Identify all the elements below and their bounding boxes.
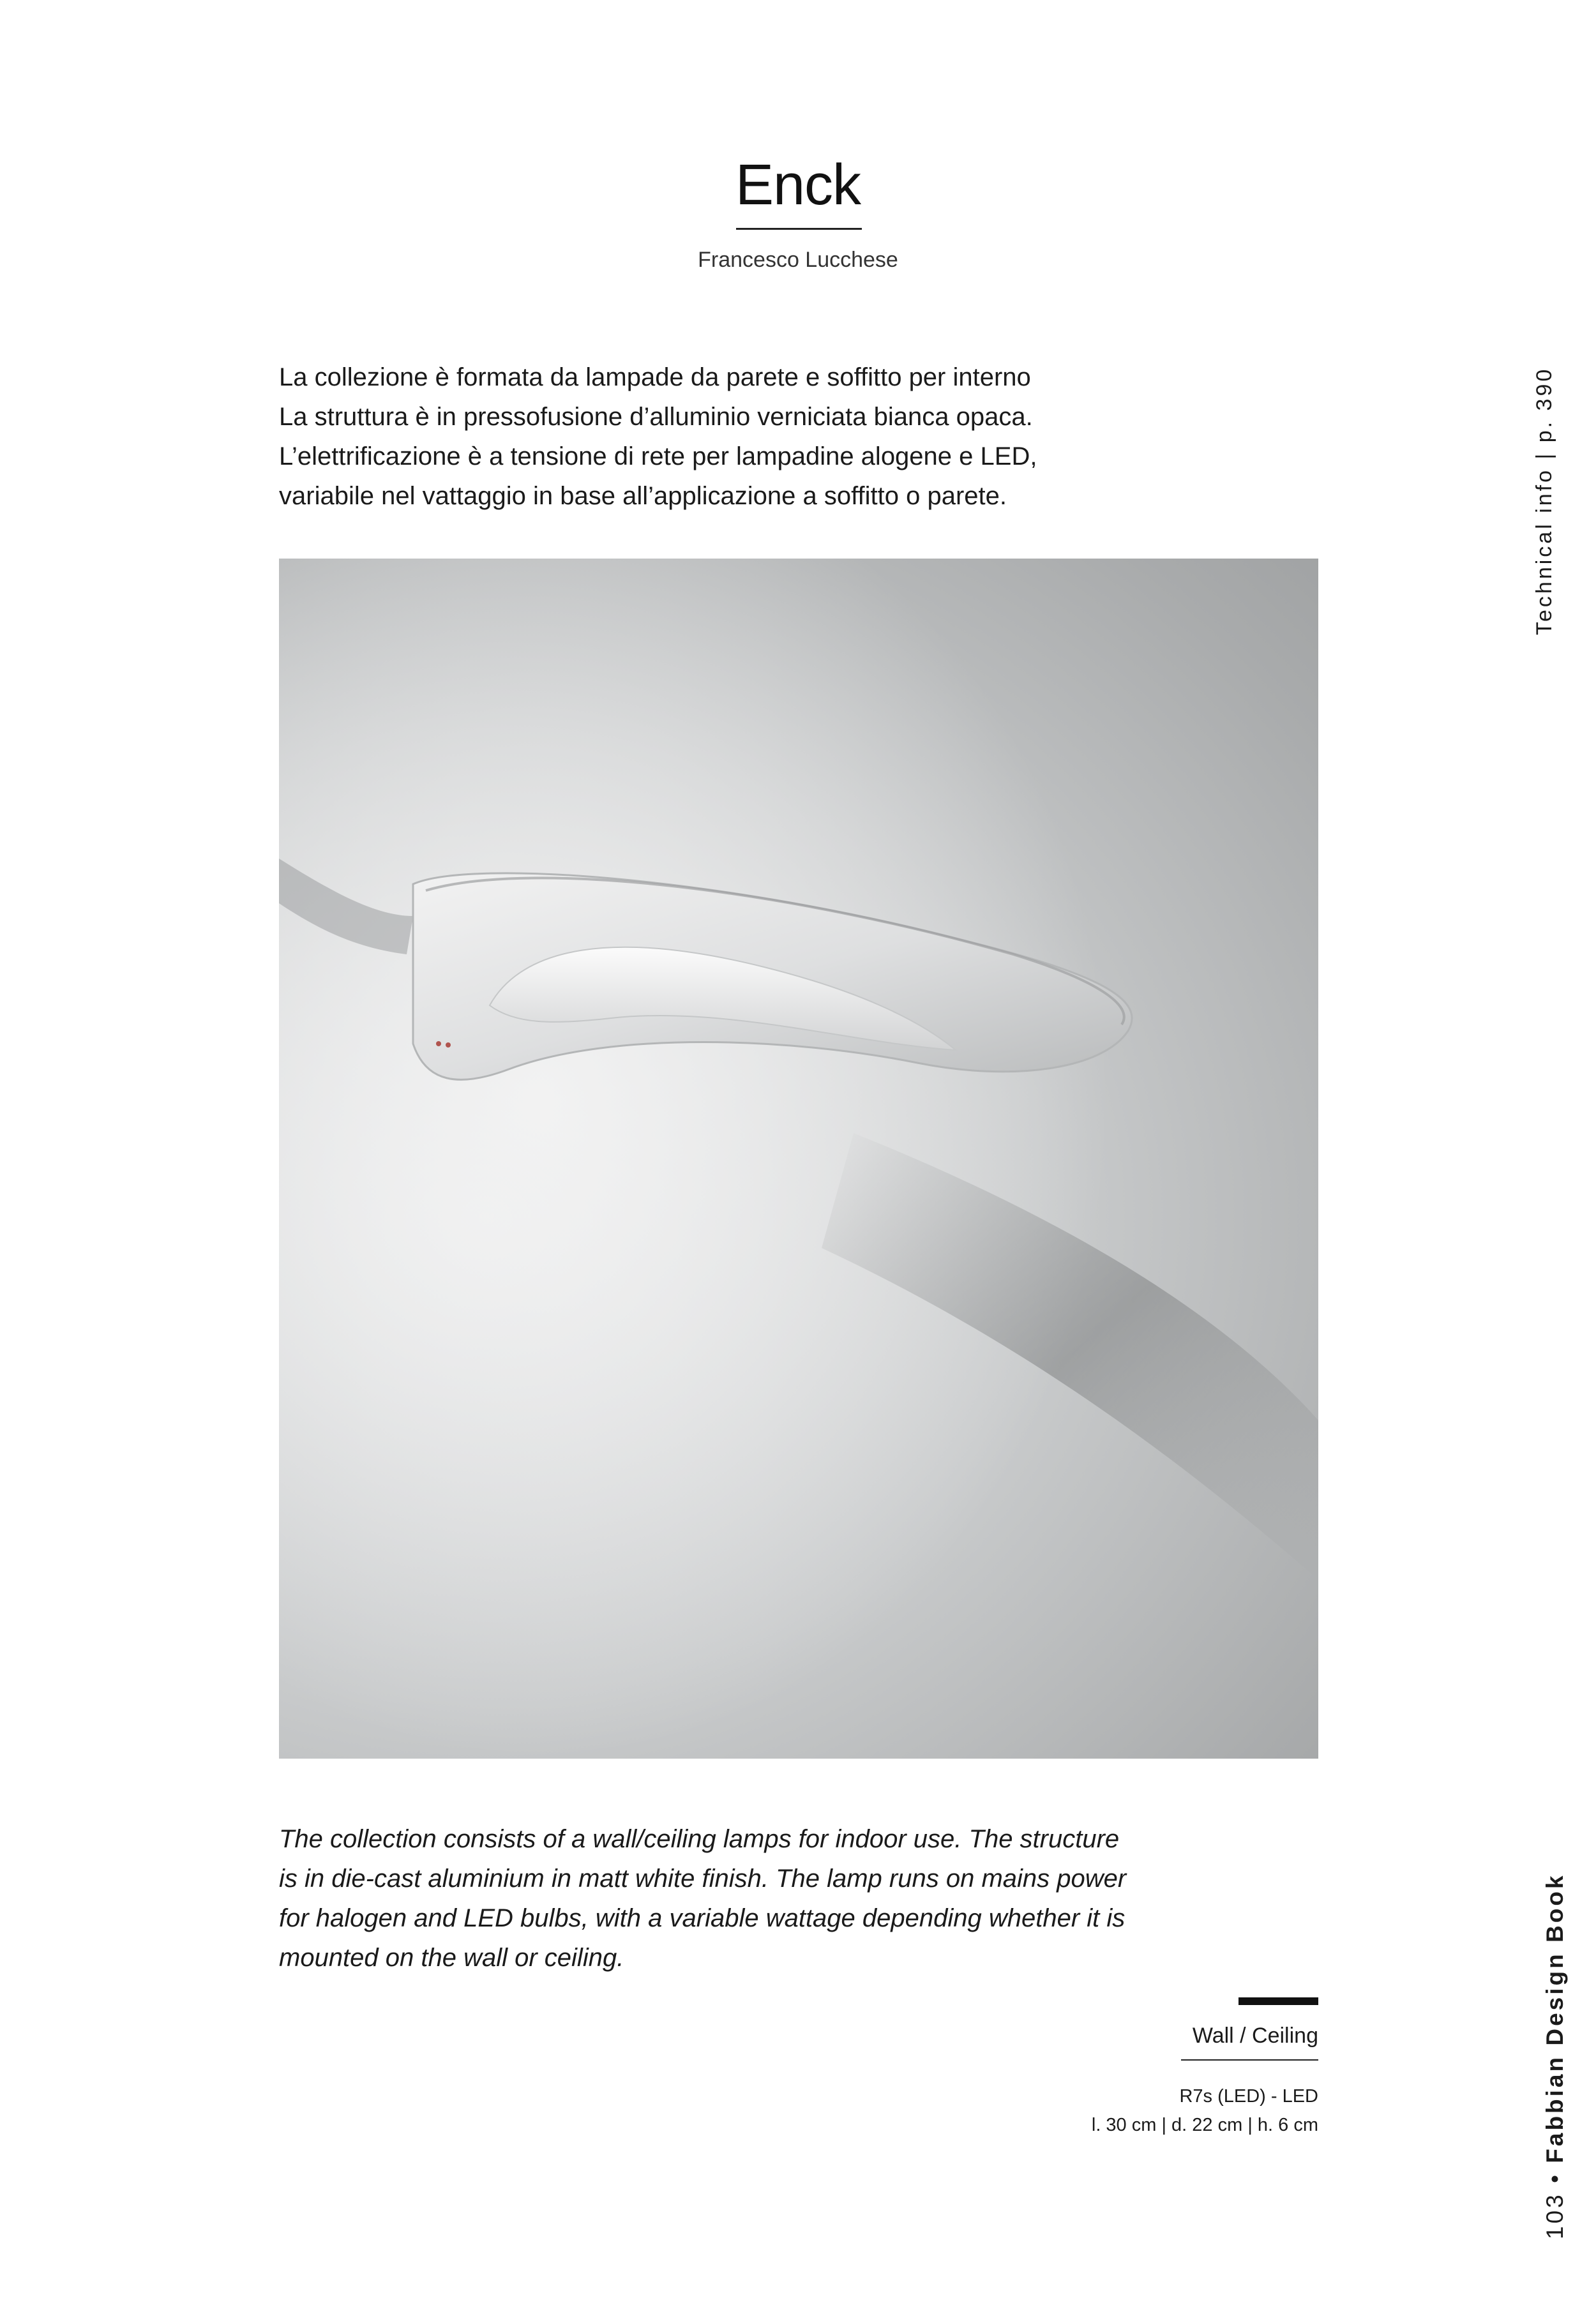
intro-line: L’elettrificazione è a tensione di rete per lampadine alogene e LED, (279, 442, 1037, 470)
intro-line: La struttura è in pressofusione d’alluminio verniciata bianca opaca. (279, 403, 1033, 431)
section-marker-bar (1238, 1997, 1318, 2005)
description-line: The collection consists of a wall/ceiling lamps for indoor use. The structure (279, 1825, 1120, 1853)
category-underline (1181, 2059, 1318, 2061)
technical-info-link[interactable]: Technical info | p. 390 (1532, 366, 1556, 635)
book-title: Fabbian Design Book (1542, 1873, 1568, 2163)
product-category: Wall / Ceiling (1192, 2024, 1318, 2048)
page-footer (1542, 1873, 1569, 2239)
intro-line: variabile nel vattaggio in base all’applicazione a soffitto o parete. (279, 482, 1007, 510)
page-title: Enck (735, 153, 861, 217)
page-number: 103 (1542, 2192, 1568, 2239)
description-line: is in die-cast aluminium in matt white finish. The lamp runs on mains power (279, 1865, 1127, 1893)
description-line: for halogen and LED bulbs, with a variable wattage depending whether it is (279, 1904, 1125, 1932)
light-source-spec: R7s (LED) - LED (1179, 2086, 1318, 2107)
product-photo (279, 559, 1318, 1759)
description-line: mounted on the wall or ceiling. (279, 1944, 624, 1972)
dimensions-spec: l. 30 cm | d. 22 cm | h. 6 cm (1091, 2115, 1318, 2135)
intro-italian-text (279, 357, 1077, 516)
designer-name: Francesco Lucchese (698, 248, 898, 272)
description-english-text (279, 1819, 1173, 1978)
bullet-separator: • (1542, 2172, 1568, 2183)
intro-line: La collezione è formata da lampade da parete e soffitto per interno (279, 363, 1031, 391)
title-underline (736, 228, 862, 230)
